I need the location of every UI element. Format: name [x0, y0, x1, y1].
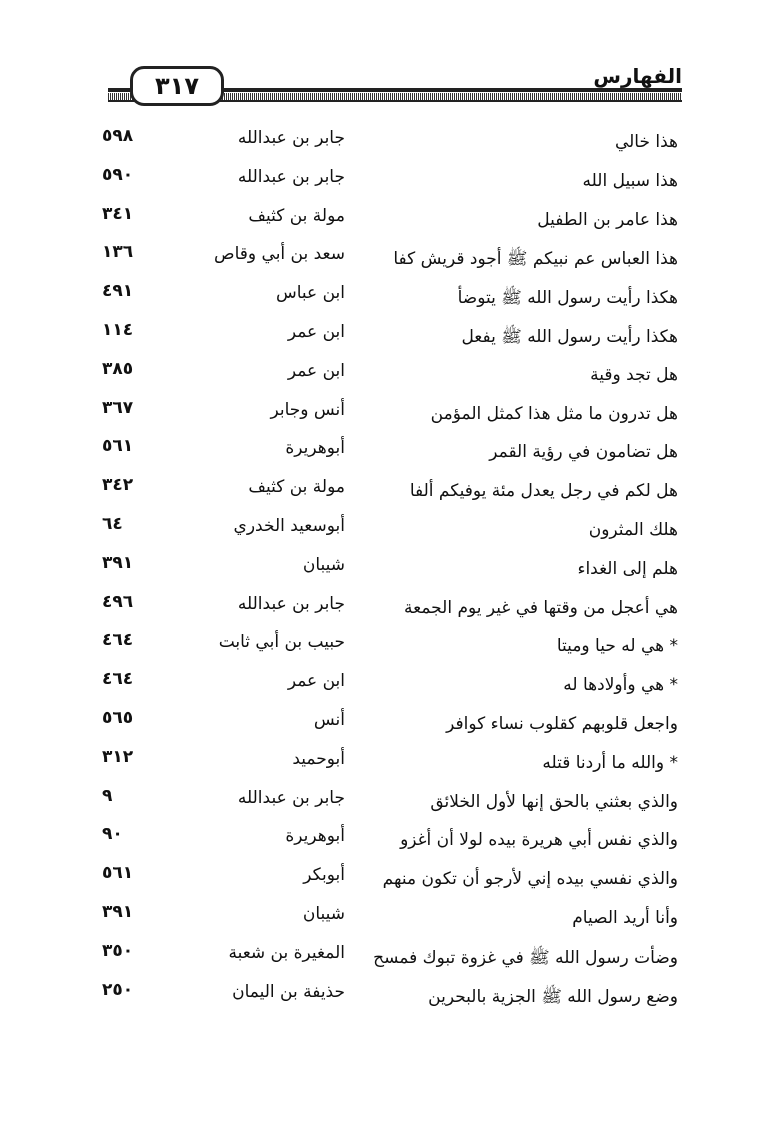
page-reference: ٣١٢ [102, 746, 134, 767]
index-row [0, 279, 758, 318]
page-reference: ٢٥٠ [102, 979, 134, 1000]
index-row [0, 202, 758, 241]
page-reference: ٥٩٨ [102, 126, 134, 146]
hadith-text: هل تضامون في رؤية القمر [489, 442, 678, 463]
narrator-name: شيبان [302, 554, 345, 575]
index-row [0, 745, 758, 784]
page-header [108, 66, 682, 106]
narrator-name: أبوهريرة [285, 826, 345, 847]
hadith-text: واجعل قلوبهم كقلوب نساء كوافر [446, 713, 678, 734]
hadith-text: هلك المثرون [588, 519, 678, 540]
narrator-name: أبوحميد [292, 748, 345, 769]
index-row [0, 512, 758, 551]
hadith-text: * هي له حيا وميتا [556, 636, 678, 657]
page-reference: ٣٦٧ [102, 397, 134, 418]
index-row [0, 939, 758, 978]
index-row [0, 163, 758, 202]
page-reference: ٤٩٦ [102, 591, 134, 612]
hadith-text: هذا عامر بن الطفيل [537, 209, 678, 230]
page-number: ٣١٧ [130, 66, 224, 106]
index-row [0, 861, 758, 900]
index-row [0, 318, 758, 357]
narrator-name: جابر بن عبدالله [237, 166, 345, 187]
hadith-text: هذا سبيل الله [582, 170, 678, 191]
hadith-text: * والله ما أردنا قتله [542, 752, 678, 773]
index-row [0, 434, 758, 473]
hadith-text: هذا العباس عم نبيكم ﷺ أجود قريش كفا [393, 249, 678, 270]
narrator-name: جابر بن عبدالله [237, 593, 345, 614]
hadith-text: والذي بعثني بالحق إنها لأول الخلائق [430, 791, 678, 812]
narrator-name: جابر بن عبدالله [237, 128, 345, 148]
page-reference: ٥٩٠ [102, 164, 134, 185]
page-reference: ١٣٦ [102, 242, 134, 263]
hadith-text: وأنا أريد الصيام [572, 907, 678, 928]
section-title: الفهارس [585, 64, 682, 88]
index-row [0, 822, 758, 861]
page-reference: ٥٦١ [102, 436, 134, 457]
page-reference: ١١٤ [102, 319, 134, 340]
narrator-name: شيبان [302, 903, 345, 924]
page-reference: ٣٨٥ [102, 358, 134, 379]
page-reference: ٩٠ [102, 824, 123, 845]
page-reference: ٣٤٢ [102, 475, 134, 496]
index-row [0, 590, 758, 629]
hadith-text: هكذا رأيت رسول الله ﷺ يفعل [461, 326, 678, 347]
index-table [0, 124, 758, 1016]
page-reference: ٩ [102, 785, 113, 806]
page-reference: ٦٤ [102, 513, 123, 534]
index-row [0, 551, 758, 590]
narrator-name: مولة بن كثيف [248, 477, 345, 498]
hadith-text: وضع رسول الله ﷺ الجزية بالبحرين [428, 986, 678, 1007]
hadith-text: هي أعجل من وقتها في غير يوم الجمعة [404, 597, 678, 618]
page-reference: ٣٤١ [102, 203, 134, 224]
narrator-name: جابر بن عبدالله [237, 787, 345, 808]
page-reference: ٣٥٠ [102, 940, 134, 961]
page-reference: ٤٦٤ [102, 630, 134, 651]
page-reference: ٤٦٤ [102, 669, 134, 690]
index-row [0, 357, 758, 396]
hadith-text: هكذا رأيت رسول الله ﷺ يتوضأ [457, 288, 678, 309]
narrator-name: ابن عمر [287, 671, 345, 692]
index-row [0, 900, 758, 939]
page-reference: ٥٦١ [102, 863, 134, 884]
index-row [0, 667, 758, 706]
page-reference: ٥٦٥ [102, 707, 134, 728]
narrator-name: حبيب بن أبي ثابت [218, 632, 345, 653]
index-row [0, 978, 758, 1017]
hadith-text: هل لكم في رجل يعدل مئة يوفيكم ألفا [409, 481, 678, 502]
hadith-text: والذي نفسي بيده إني لأرجو أن تكون منهم [382, 869, 678, 890]
narrator-name: المغيرة بن شعبة [228, 942, 345, 963]
narrator-name: أنس وجابر [270, 399, 345, 420]
narrator-name: سعد بن أبي وقاص [214, 244, 345, 265]
page-reference: ٣٩١ [102, 901, 134, 922]
index-row [0, 628, 758, 667]
narrator-name: ابن عمر [287, 321, 345, 342]
index-row [0, 396, 758, 435]
index-row [0, 784, 758, 823]
narrator-name: أبوسعيد الخدري [233, 515, 345, 536]
narrator-name: حذيفة بن اليمان [232, 981, 345, 1002]
narrator-name: أبوهريرة [285, 438, 345, 459]
hadith-text: وضأت رسول الله ﷺ في غزوة تبوك فمسح [373, 947, 678, 968]
narrator-name: ابن عمر [287, 360, 345, 381]
hadith-text: هل تدرون ما مثل هذا كمثل المؤمن [430, 403, 678, 424]
hadith-text: هذا خالي [614, 132, 678, 152]
index-row [0, 240, 758, 279]
index-row [0, 473, 758, 512]
narrator-name: أبوبكر [303, 865, 345, 886]
index-row [0, 706, 758, 745]
narrator-name: مولة بن كثيف [248, 205, 345, 226]
page-reference: ٣٩١ [102, 552, 134, 573]
hadith-text: والذي نفس أبي هريرة بيده لولا أن أغزو [400, 830, 678, 851]
hadith-text: هل تجد وقية [590, 364, 678, 385]
index-row [0, 124, 758, 163]
narrator-name: ابن عباس [275, 283, 345, 304]
narrator-name: أنس [313, 709, 345, 730]
hadith-text: * هي وأولادها له [563, 675, 678, 696]
page-reference: ٤٩١ [102, 281, 134, 302]
hadith-text: هلم إلى الغداء [577, 558, 678, 579]
